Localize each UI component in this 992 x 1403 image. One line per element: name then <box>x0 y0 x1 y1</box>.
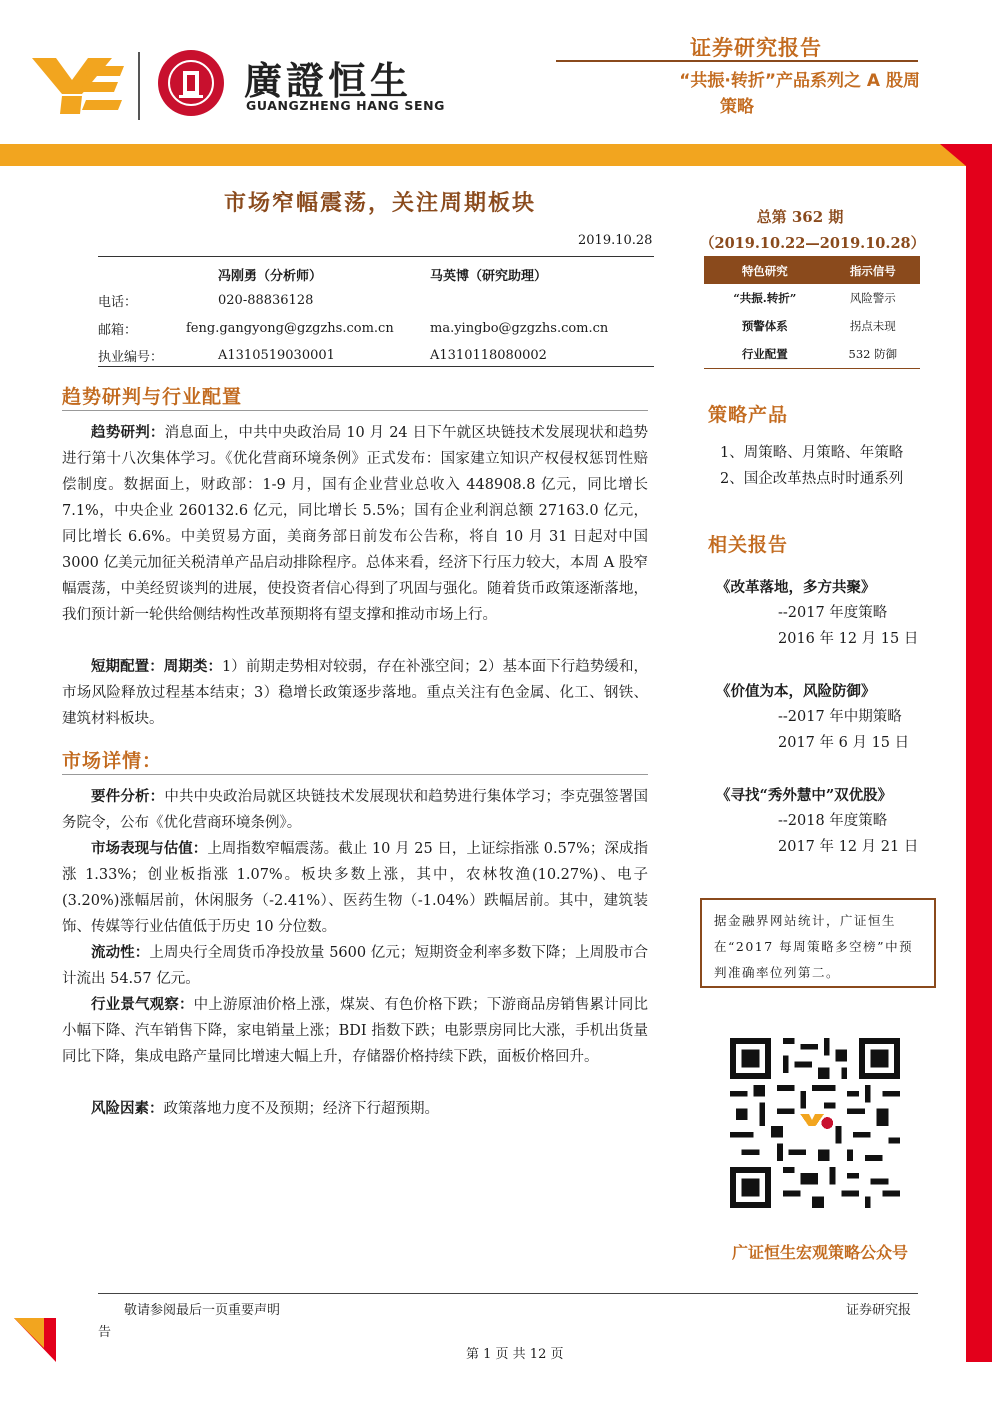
corner-triangle-icon <box>14 1318 56 1362</box>
product-item: 2、国企改革热点时时通系列 <box>720 471 904 487</box>
short-term-paragraph <box>62 654 648 732</box>
qr-caption: 广证恒生宏观策略公众号 <box>731 1243 908 1262</box>
issue-date-range: （2019.10.22—2019.10.28） <box>700 235 926 252</box>
signal-table-cell: “共振.转折” <box>733 291 797 305</box>
short-term-text: 1）前期走势相对较弱，存在补涨空间；2）基本面下行趋势缓和，市场风险释放过程基本结束；3）稳增长政策逐步落地。重点关注有色金属、化工、钢铁、建筑材料板块。 <box>62 659 648 727</box>
list-item <box>62 836 648 940</box>
report-series-line2: 策略 <box>720 97 754 117</box>
footer-rule <box>98 1293 918 1294</box>
related-report-title[interactable]: 《价值为本，风险防御》 <box>716 683 876 700</box>
item-text: 中上游原油价格上涨，煤炭、有色价格下跌；下游商品房销售累计同比小幅下降、汽车销售下降，家电销量上涨；BDI 指数下跌；电影票房同比大涨，手机出货量同比下降，集成电路产量同比增速大幅上升，存储器价格持续下跌，面板价格回升。 <box>62 997 649 1065</box>
section-rule <box>62 774 648 775</box>
item-lead: 流动性： <box>91 944 150 961</box>
related-report-title[interactable]: 《寻找“秀外慧中”双优股》 <box>716 787 893 804</box>
ye-logo-icon <box>32 58 124 114</box>
list-item <box>62 784 648 836</box>
author-table-top-rule <box>98 256 654 257</box>
list-item <box>62 940 648 992</box>
related-report-sub: --2017 年中期策略 <box>778 709 902 725</box>
report-type-rule <box>556 60 918 62</box>
related-report-date: 2017 年 12 月 21 日 <box>778 839 919 855</box>
section-title-market: 市场详情： <box>62 750 163 772</box>
item-lead: 要件分析： <box>91 788 165 805</box>
related-report-date: 2017 年 6 月 15 日 <box>778 735 910 751</box>
right-red-bar <box>966 166 992 1362</box>
signal-table-cell: 风险警示 <box>849 291 896 305</box>
qr-code-icon[interactable] <box>730 1038 900 1208</box>
ranking-quote-text: 据金融界网站统计，广证恒生在“2017 每周策略多空榜”中预判准确率位列第二。 <box>714 913 914 980</box>
item-text: 政策落地力度不及预期；经济下行超预期。 <box>163 1101 439 1117</box>
footer-disclaimer: 敬请参阅最后一页重要声明 <box>124 1303 281 1318</box>
table-row <box>704 284 920 312</box>
signal-table-header-research: 特色研究 <box>704 257 826 284</box>
ranking-quote-box <box>700 898 936 988</box>
related-report-sub: --2017 年度策略 <box>778 605 888 621</box>
short-term-lead: 短期配置：周期类： <box>91 658 222 675</box>
signal-table-header-signal: 指示信号 <box>826 257 920 284</box>
report-type: 证券研究报告 <box>690 36 822 60</box>
related-report-date: 2016 年 12 月 15 日 <box>778 631 919 647</box>
seal-logo-icon <box>158 50 224 116</box>
assistant-license: A1310118080002 <box>430 348 547 363</box>
phone-number: 020-88836128 <box>218 293 314 308</box>
item-lead: 行业景气观察： <box>91 996 194 1013</box>
logo-divider <box>138 52 140 120</box>
issue-number: 总第 362 期 <box>756 208 844 226</box>
assistant-email[interactable]: ma.yingbo@gzgzhs.com.cn <box>430 321 609 336</box>
report-series-line1: “共振·转折”产品系列之 A 股周 <box>679 71 920 91</box>
author-table-bottom-rule <box>98 366 654 367</box>
item-text: 上周央行全周货币净投放量 5600 亿元；短期资金利率多数下降；上周股市合计流出 54.57 亿元。 <box>62 945 648 987</box>
related-report-title[interactable]: 《改革落地，多方共聚》 <box>716 579 876 596</box>
table-row <box>704 312 920 340</box>
section-title-products: 策略产品 <box>708 404 789 426</box>
report-series <box>620 68 920 120</box>
page-number: 第 1 页 共 12 页 <box>466 1347 564 1362</box>
signal-table <box>704 256 920 369</box>
report-title: 市场窄幅震荡，关注周期板块 <box>223 190 536 216</box>
item-lead: 市场表现与估值： <box>91 840 208 857</box>
signal-table-cell: 532 防御 <box>848 347 898 361</box>
signal-table-cell: 行业配置 <box>741 347 788 361</box>
license-label: 执业编号： <box>98 350 164 365</box>
item-lead: 风险因素： <box>91 1100 164 1117</box>
section-rule <box>62 410 648 411</box>
phone-label: 电话： <box>98 295 138 310</box>
related-report-sub: --2018 年度策略 <box>778 813 888 829</box>
list-item <box>62 1096 648 1122</box>
analyst-name: 冯刚勇（分析师） <box>218 269 323 284</box>
brand-name-cn: 廣證恒生 <box>244 59 413 103</box>
trend-lead: 趋势研判： <box>91 424 165 441</box>
table-row <box>704 340 920 369</box>
product-item: 1、周策略、月策略、年策略 <box>720 445 904 461</box>
footer-report-label: 证券研究报 <box>846 1303 912 1318</box>
footer-disclaimer-tail: 告 <box>98 1325 112 1340</box>
section-title-trend: 趋势研判与行业配置 <box>62 386 243 408</box>
brand-name-en: GUANGZHENG HANG SENG <box>246 98 446 113</box>
email-label: 邮箱： <box>98 323 138 338</box>
header-color-band <box>0 144 992 166</box>
trend-text: 消息面上，中共中央政治局 10 月 24 日下午就区块链技术发展现状和趋势进行第十八次集体学习。《优化营商环境条例》正式发布：国家建立知识产权侵权惩罚性赔偿制度。数据面上，财政部：1-9 月，国有企业营业总收入 448908.8 亿元，同比增长 7.1%，中央企业 260132.6 亿元，同比增长 5.5%；国有企业利润总额 27163.0 亿元，同比增长 6.6%。中美贸易方面，美商务部日前发布公告称，将自 10 月 31 日起对中国 3000 亿美元加征关税清单产品启动排除程序。总体来看，经济下行压力较大，本周 A 股窄幅震荡，中美经贸谈判的进展，使投资者信心得到了巩固与强化。随着货币政策逐渐落地，我们预计新一轮供给侧结构性改革预期将有望支撑和推动市场上行。 <box>62 425 648 623</box>
signal-table-cell: 拐点未现 <box>849 319 896 333</box>
trend-paragraph <box>62 420 648 628</box>
report-date: 2019.10.28 <box>578 233 653 248</box>
item-text: 上周指数窄幅震荡。截止 10 月 25 日，上证综指涨 0.57%；深成指涨 1.33%；创业板指涨 1.07%。板块多数上涨，其中，农林牧渔(10.27%)、电子(3.20%)涨幅居前，休闲服务（-2.41%）、医药生物（-1.04%）跌幅居前。其中，建筑装饰、传媒等行业估值低于历史 10 分位数。 <box>62 841 648 935</box>
list-item <box>62 992 648 1070</box>
item-text: 中共中央政治局就区块链技术发展现状和趋势进行集体学习；李克强签署国务院令，公布《优化营商环境条例》。 <box>62 789 648 831</box>
section-title-related: 相关报告 <box>708 534 789 556</box>
analyst-email[interactable]: feng.gangyong@gzgzhs.com.cn <box>186 321 394 336</box>
signal-table-cell: 预警体系 <box>741 319 788 333</box>
analyst-license: A1310519030001 <box>218 348 335 363</box>
assistant-name: 马英博（研究助理） <box>430 269 548 284</box>
